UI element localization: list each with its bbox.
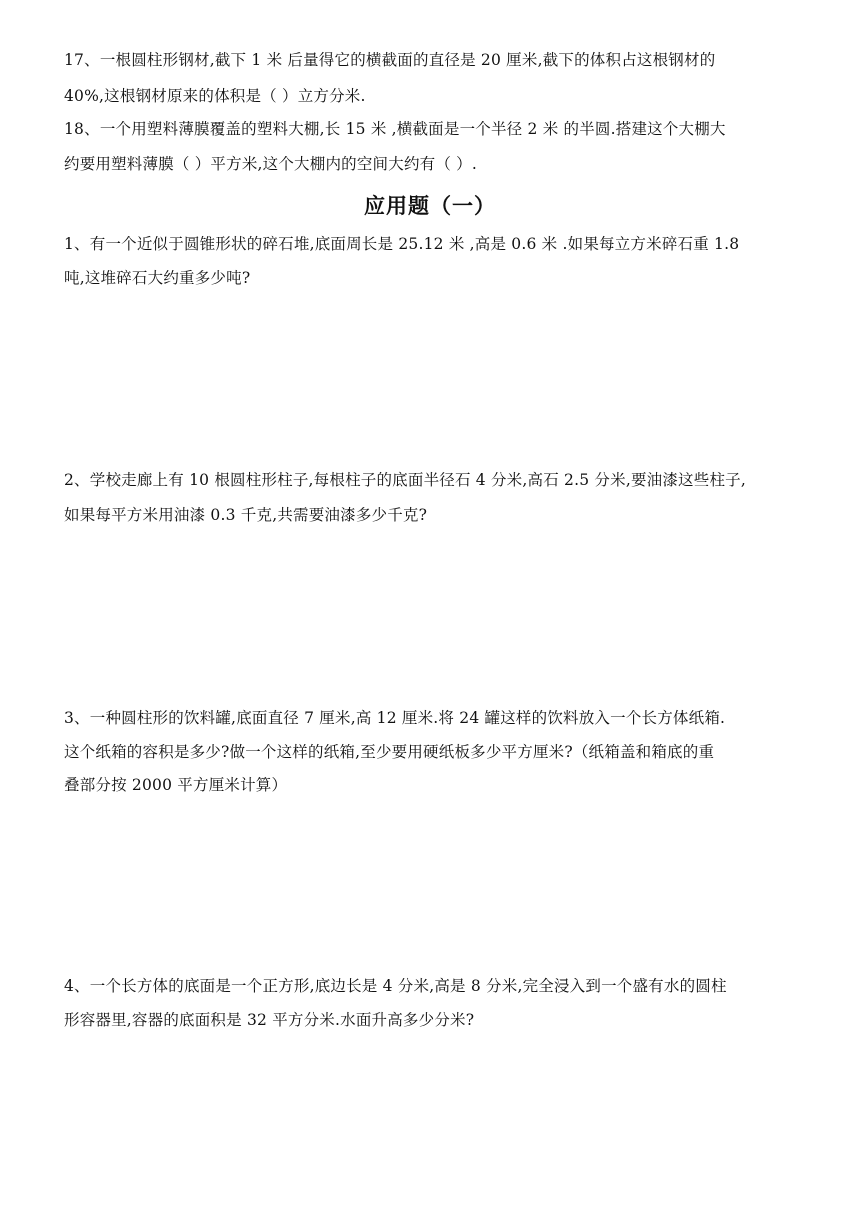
question-17-line-2: 40%,这根钢材原来的体积是（ ）立方分米. (64, 87, 366, 105)
problem-3-line-3: 叠部分按 2000 平方厘米计算） (64, 776, 288, 794)
problem-2-line-1: 2、学校走廊上有 10 根圆柱形柱子,每根柱子的底面半径石 4 分米,高石 2.5 分米,要油漆这些柱子, (64, 471, 746, 489)
problem-4-line-1: 4、一个长方体的底面是一个正方形,底边长是 4 分米,高是 8 分米,完全浸入到一个盛有水的圆柱 (64, 977, 727, 995)
problem-4-line-2: 形容器里,容器的底面积是 32 平方分米.水面升高多少分米? (64, 1011, 475, 1029)
problem-2-line-2: 如果每平方米用油漆 0.3 千克,共需要油漆多少千克? (64, 506, 428, 524)
problem-1-line-2: 吨,这堆碎石大约重多少吨? (64, 269, 251, 287)
section-title: 应用题（一） (364, 194, 496, 218)
question-18-line-2: 约要用塑料薄膜（ ）平方米,这个大棚内的空间大约有（ ）. (64, 155, 478, 173)
problem-3-line-2: 这个纸箱的容积是多少?做一个这样的纸箱,至少要用硬纸板多少平方厘米?（纸箱盖和箱底的重 (64, 743, 715, 761)
question-18-line-1: 18、一个用塑料薄膜覆盖的塑料大棚,长 15 米 ,横截面是一个半径 2 米 的半圆.搭建这个大棚大 (64, 120, 726, 138)
problem-1-line-1: 1、有一个近似于圆锥形状的碎石堆,底面周长是 25.12 米 ,高是 0.6 米 .如果每立方米碎石重 1.8 (64, 235, 740, 253)
problem-3-line-1: 3、一种圆柱形的饮料罐,底面直径 7 厘米,高 12 厘米.将 24 罐这样的饮料放入一个长方体纸箱. (64, 709, 726, 727)
question-17-line-1: 17、一根圆柱形钢材,截下 1 米 后量得它的横截面的直径是 20 厘米,截下的体积占这根钢材的 (64, 51, 716, 69)
